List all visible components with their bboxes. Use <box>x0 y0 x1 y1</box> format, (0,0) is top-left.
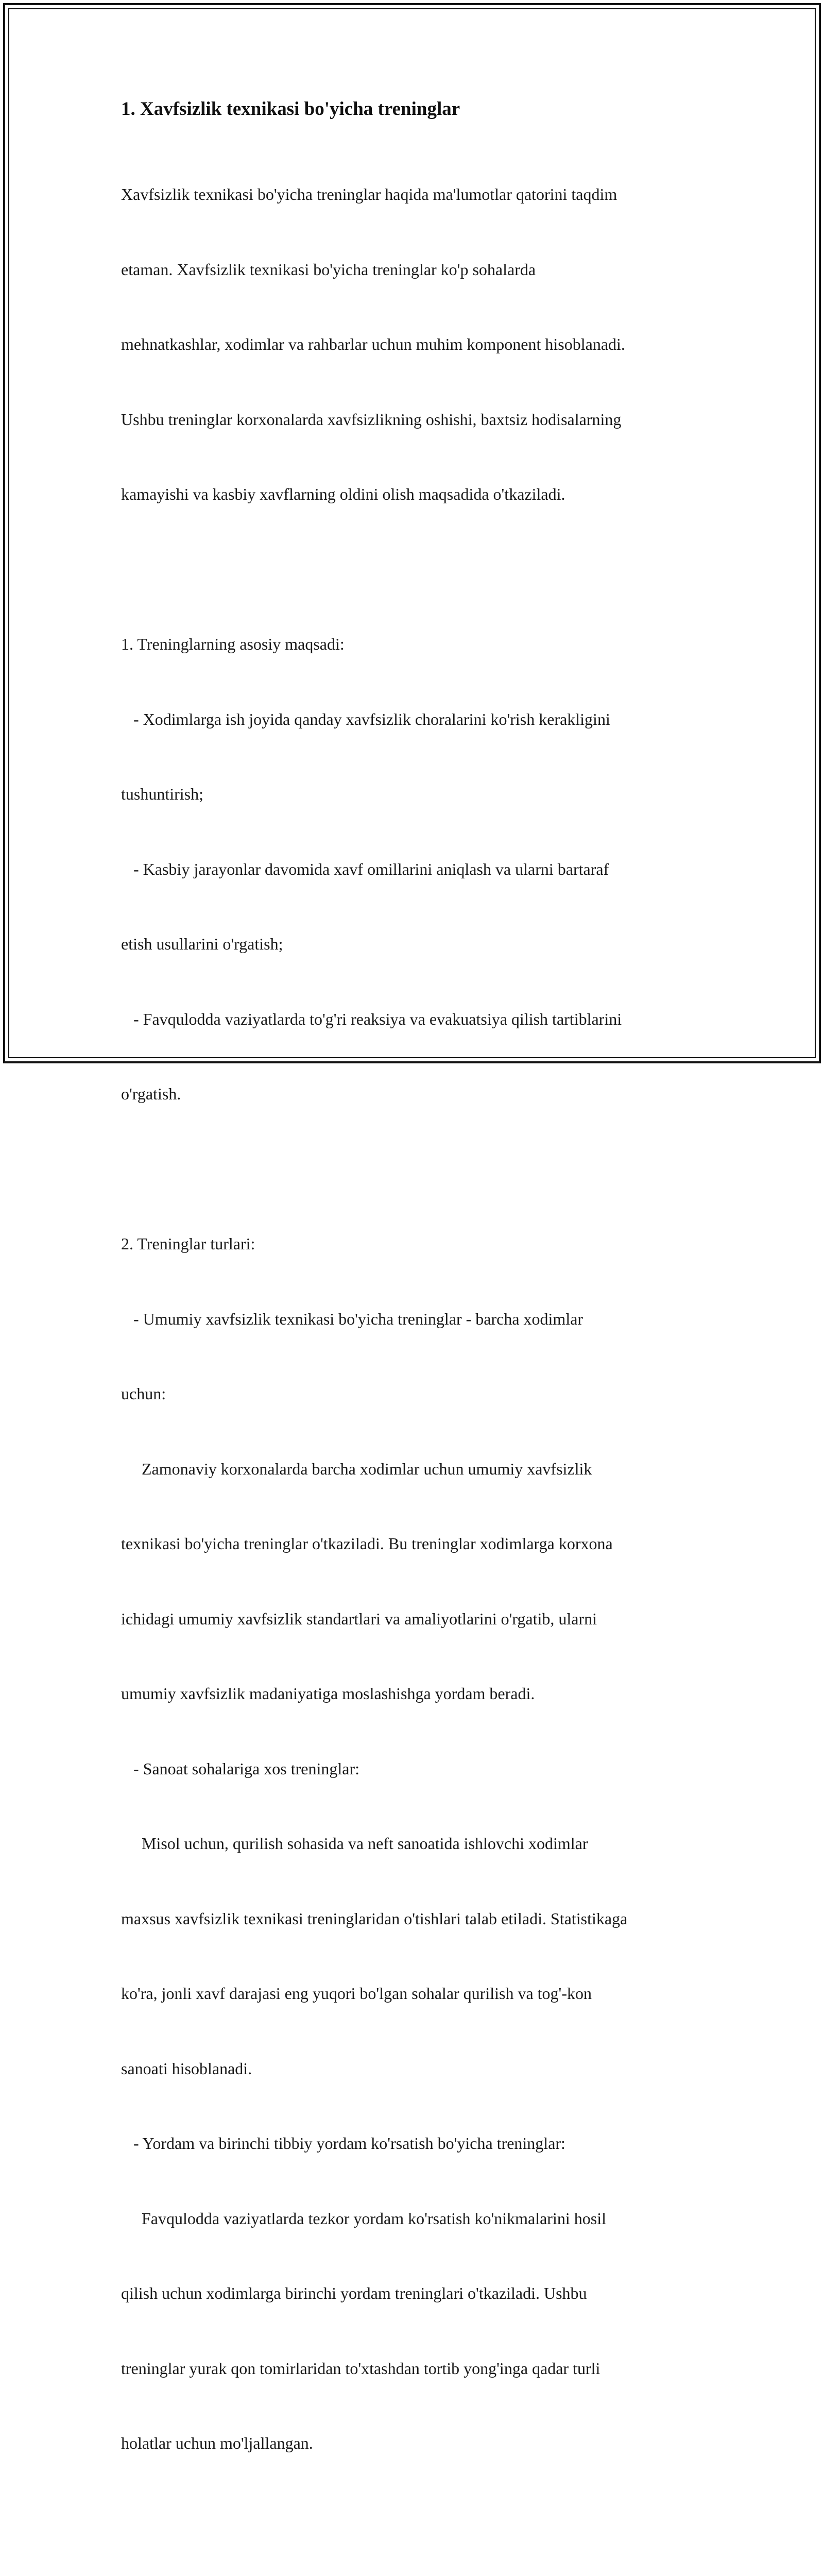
text-line: qilish uchun xodimlarga birinchi yordam treninglari o'tkaziladi. Ushbu <box>121 2284 587 2302</box>
paragraph-gap <box>121 2506 713 2531</box>
text-line: - Yordam va birinchi tibbiy yordam ko'rsatish bo'yicha treninglar: <box>121 2134 565 2153</box>
intro-paragraph <box>121 132 713 557</box>
text-line: maxsus xavfsizlik texnikasi treninglaridan o'tishlari talab etiladi. Statistikaga <box>121 1909 628 1928</box>
text-line: mehnatkashlar, xodimlar va rahbarlar uchun muhim komponent hisoblanadi. <box>121 335 625 353</box>
text-line: uchun: <box>121 1384 166 1403</box>
section-goals <box>121 582 713 1157</box>
text-line: - Umumiy xavfsizlik texnikasi bo'yicha treninglar - barcha xodimlar <box>121 1309 583 1328</box>
section-title: 2. Treninglar turlari: <box>121 1234 255 1253</box>
text-line: sanoati hisoblanadi. <box>121 2059 252 2078</box>
text-line: treninglar yurak qon tomirlaridan to'xtashdan tortib yong'inga qadar turli <box>121 2359 600 2378</box>
text-line: - Xodimlarga ish joyida qanday xavfsizlik choralarini ko'rish kerakligini <box>121 709 610 728</box>
text-line: Favqulodda vaziyatlarda tezkor yordam ko'rsatish ko'nikmalarini hosil <box>121 2209 606 2228</box>
text-line: o'rgatish. <box>121 1084 181 1103</box>
text-line: holatlar uchun mo'ljallangan. <box>121 2434 313 2452</box>
text-line: ichidagi umumiy xavfsizlik standartlari va amaliyotlarini o'rgatib, ularni <box>121 1609 597 1628</box>
text-line: Misol uchun, qurilish sohasida va neft sanoatida ishlovchi xodimlar <box>121 1834 588 1853</box>
text-line: texnikasi bo'yicha treninglar o'tkaziladi. Bu treninglar xodimlarga korxona <box>121 1534 613 1553</box>
text-line: Ushbu treninglar korxonalarda xavfsizlikning oshishi, baxtsiz hodisalarning <box>121 410 622 429</box>
document-heading: 1. Xavfsizlik texnikasi bo'yicha treninglar <box>121 98 460 120</box>
text-line: ko'ra, jonli xavf darajasi eng yuqori bo'lgan sohalar qurilish va tog'-kon <box>121 1984 592 2003</box>
text-line: tushuntirish; <box>121 785 204 803</box>
text-line: umumiy xavfsizlik madaniyatiga moslashishga yordam beradi. <box>121 1684 535 1703</box>
section-title: 1. Treninglarning asosiy maqsadi: <box>121 635 345 653</box>
text-line: - Favqulodda vaziyatlarda to'g'ri reaksiya va evakuatsiya qilish tartiblarini <box>121 1009 622 1028</box>
paragraph-gap <box>121 1157 713 1182</box>
section-types <box>121 1181 713 2506</box>
text-line: etish usullarini o'rgatish; <box>121 935 283 953</box>
section-results <box>121 2531 713 2576</box>
text-line: etaman. Xavfsizlik texnikasi bo'yicha treninglar ko'p sohalarda <box>121 260 536 279</box>
text-line: kamayishi va kasbiy xavflarning oldini olish maqsadida o'tkaziladi. <box>121 485 565 503</box>
text-line: Xavfsizlik texnikasi bo'yicha treninglar haqida ma'lumotlar qatorini taqdim <box>121 185 617 204</box>
text-line: - Sanoat sohalariga xos treninglar: <box>121 1759 359 1778</box>
paragraph-gap <box>121 557 713 582</box>
text-line: - Kasbiy jarayonlar davomida xavf omillarini aniqlash va ularni bartaraf <box>121 859 609 878</box>
document-body <box>121 97 713 2576</box>
text-line: Zamonaviy korxonalarda barcha xodimlar uchun umumiy xavfsizlik <box>121 1459 592 1478</box>
